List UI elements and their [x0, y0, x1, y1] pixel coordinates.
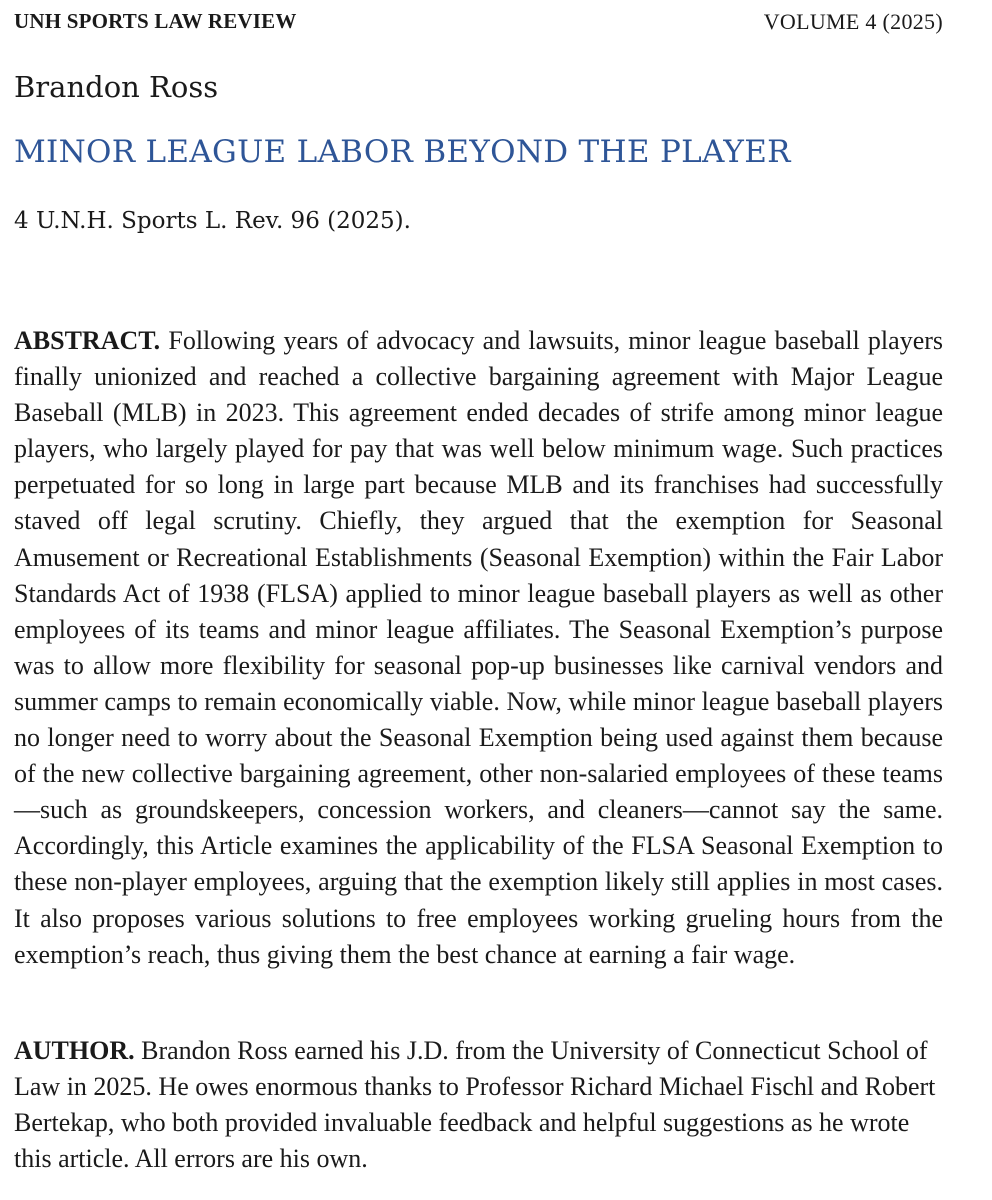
author-name: Brandon Ross: [14, 70, 219, 104]
citation: 4 U.N.H. Sports L. Rev. 96 (2025).: [14, 208, 411, 234]
author-note-paragraph: [14, 1033, 943, 1177]
volume-label: VOLUME 4 (2025): [763, 9, 943, 34]
article-title: MINOR LEAGUE LABOR BEYOND THE PLAYER: [14, 134, 791, 170]
abstract-paragraph: [14, 323, 943, 973]
abstract-label: ABSTRACT.: [14, 326, 161, 355]
journal-name: UNH SPORTS LAW REVIEW: [14, 9, 297, 33]
abstract-text: Following years of advocacy and lawsuits, minor league baseball players finally unionized and reached a collective bargaining agreement with Major League Baseball (MLB) in 2023. This agreement ended decades of strife among minor league players, who largely played for pay that was well below minimum wage. Such practices perpetuated for so long in large part because MLB and its franchises had successfully staved off legal scrutiny. Chiefly, they argued that the exemption for Seasonal Amusement or Recreational Establishments (Seasonal Exemption) within the Fair Labor Standards Act of 1938 (FLSA) applied to minor league baseball players as well as other employees of its teams and minor league affiliates. The Seasonal Exemption’s purpose was to allow more flexibility for seasonal pop-up businesses like carnival vendors and summer camps to remain economically viable. Now, while minor league baseball players no longer need to worry about the Seasonal Exemption being used against them because of the new collective bargaining agreement, other non-salaried employees of these teams—such as groundskeepers, concession workers, and cleaners—cannot say the same. Accordingly, this Article examines the applicability of the FLSA Seasonal Exemption to these non-player employees, arguing that the exemption likely still applies in most cases. It also proposes various solutions to free employees working grueling hours from the exemption’s reach, thus giving them the best chance at earning a fair wage.: [14, 326, 944, 969]
author-note-label: AUTHOR.: [14, 1036, 135, 1065]
author-note-text: Brandon Ross earned his J.D. from the University of Connecticut School of Law in 2025. He owes enormous thanks to Professor Richard Michael Fischl and Robert Bertekap, who both provided invaluable feedback and helpful suggestions as he wrote this article. All errors are his own.: [14, 1036, 936, 1174]
